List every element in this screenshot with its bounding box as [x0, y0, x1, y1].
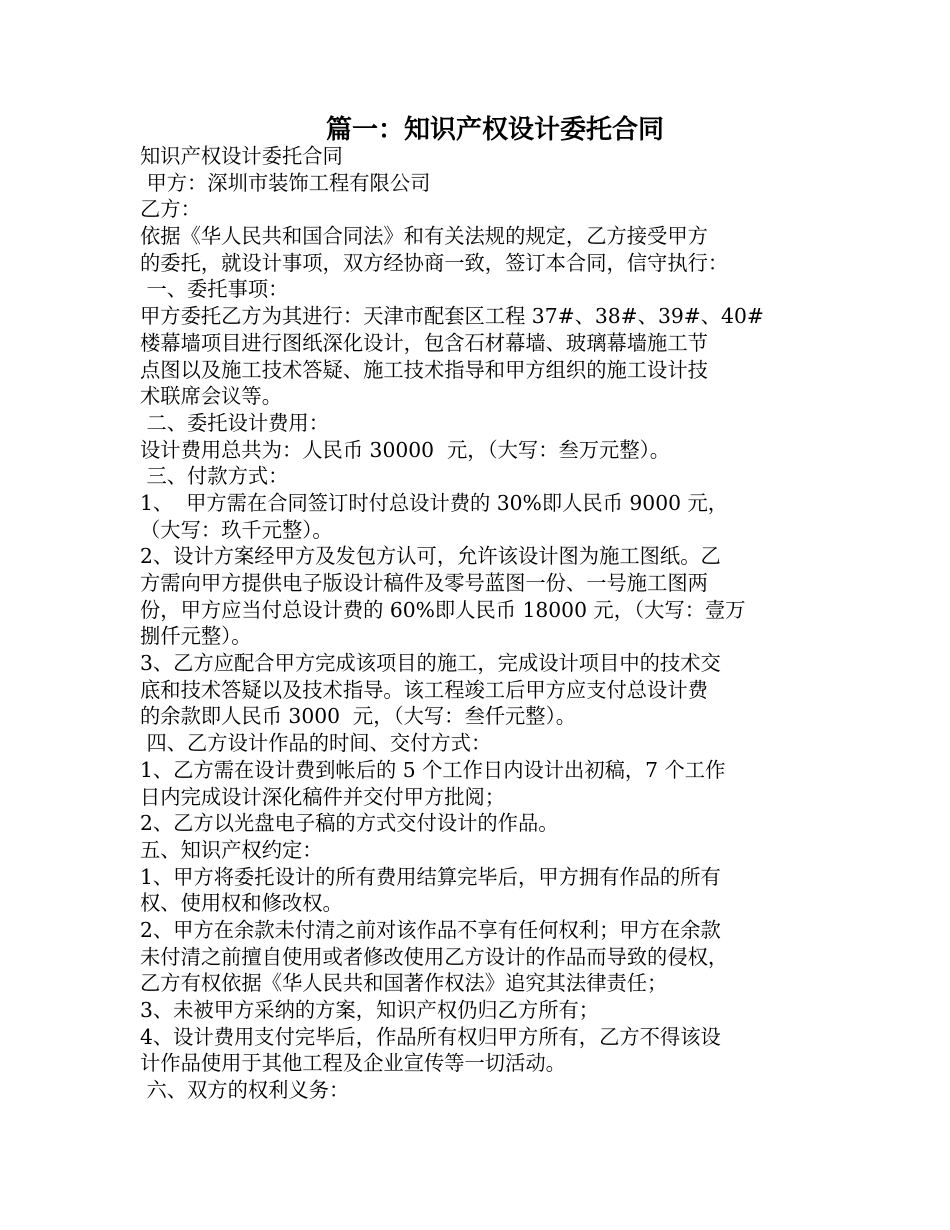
document-body	[140, 143, 820, 1104]
text-line: 六、双方的权利义务：	[140, 1078, 350, 1103]
text-line: 未付清之前擅自使用或者修改使用乙方设计的作品而导致的侵权，	[140, 944, 729, 969]
text-line: 二、委托设计费用：	[140, 410, 329, 435]
text-line: 甲方委托乙方为其进行：天津市配套区工程 37#、38#、39#、40#	[140, 304, 764, 329]
text-line: 日内完成设计深化稿件并交付甲方批阅；	[140, 784, 506, 809]
text-line: 1、 甲方需在合同签订时付总设计费的 30%即人民币 9000 元，	[140, 490, 729, 515]
text-line: 四、乙方设计作品的时间、交付方式：	[140, 731, 492, 756]
text-line: 依据《华人民共和国合同法》和有关法规的规定，乙方接受甲方	[140, 224, 708, 249]
text-line: 术联席会议等。	[140, 384, 282, 409]
text-line: 楼幕墙项目进行图纸深化设计，包含石材幕墙、玻璃幕墙施工节	[140, 330, 708, 355]
text-line: 1、乙方需在设计费到帐后的 5 个工作日内设计出初稿，7 个工作	[140, 757, 726, 782]
text-line: 3、乙方应配合甲方完成该项目的施工，完成设计项目中的技术交	[140, 651, 721, 676]
text-line: 2、乙方以光盘电子稿的方式交付设计的作品。	[140, 811, 559, 836]
text-line: 一、委托事项：	[140, 277, 289, 302]
text-line: 方需向甲方提供电子版设计稿件及零号蓝图一份、一号施工图两	[140, 571, 708, 595]
text-line: 五、知识产权约定：	[140, 837, 323, 862]
text-line: 4、设计费用支付完毕后，作品所有权归甲方所有，乙方不得该设	[140, 1024, 721, 1049]
text-line: 乙方：	[140, 197, 201, 222]
text-line: 2、甲方在余款未付清之前对该作品不享有任何权利；甲方在余款	[140, 917, 721, 942]
text-line: 3、未被甲方采纳的方案，知识产权仍归乙方所有；	[140, 998, 600, 1022]
text-line: 点图以及施工技术答疑、施工技术指导和甲方组织的施工设计技	[140, 357, 708, 382]
text-line: 的委托，就设计事项，双方经协商一致，签订本合同，信守执行：	[140, 250, 729, 275]
text-line: 三、付款方式：	[140, 464, 289, 489]
text-line: 知识产权设计委托合同	[140, 144, 343, 168]
text-line: 权、使用权和修改权。	[140, 891, 343, 916]
text-line: 的余款即人民币 3000 元，（大写：叁仟元整）。	[140, 704, 577, 729]
text-line: 计作品使用于其他工程及企业宣传等一切活动。	[140, 1051, 566, 1076]
text-line: 乙方有权依据《华人民共和国著作权法》追究其法律责任；	[140, 971, 668, 996]
text-line: 1、甲方将委托设计的所有费用结算完毕后，甲方拥有作品的所有	[140, 864, 721, 889]
text-line: 2、设计方案经甲方及发包方认可，允许该设计图为施工图纸。乙	[140, 544, 721, 569]
text-line: 设计费用总共为：人民币 30000 元，（大写：叁万元整）。	[140, 437, 671, 462]
document-title: 篇一：知识产权设计委托合同	[325, 115, 664, 145]
text-line: 捌仟元整）。	[140, 624, 252, 649]
text-line: 份，甲方应当付总设计费的 60%即人民币 18000 元，（大写：壹万	[140, 597, 746, 622]
text-line: 甲方：深圳市装饰工程有限公司	[140, 170, 431, 195]
text-line: （大写：玖千元整）。	[140, 517, 333, 542]
text-line: 底和技术答疑以及技术指导。该工程竣工后甲方应支付总设计费	[140, 677, 708, 702]
